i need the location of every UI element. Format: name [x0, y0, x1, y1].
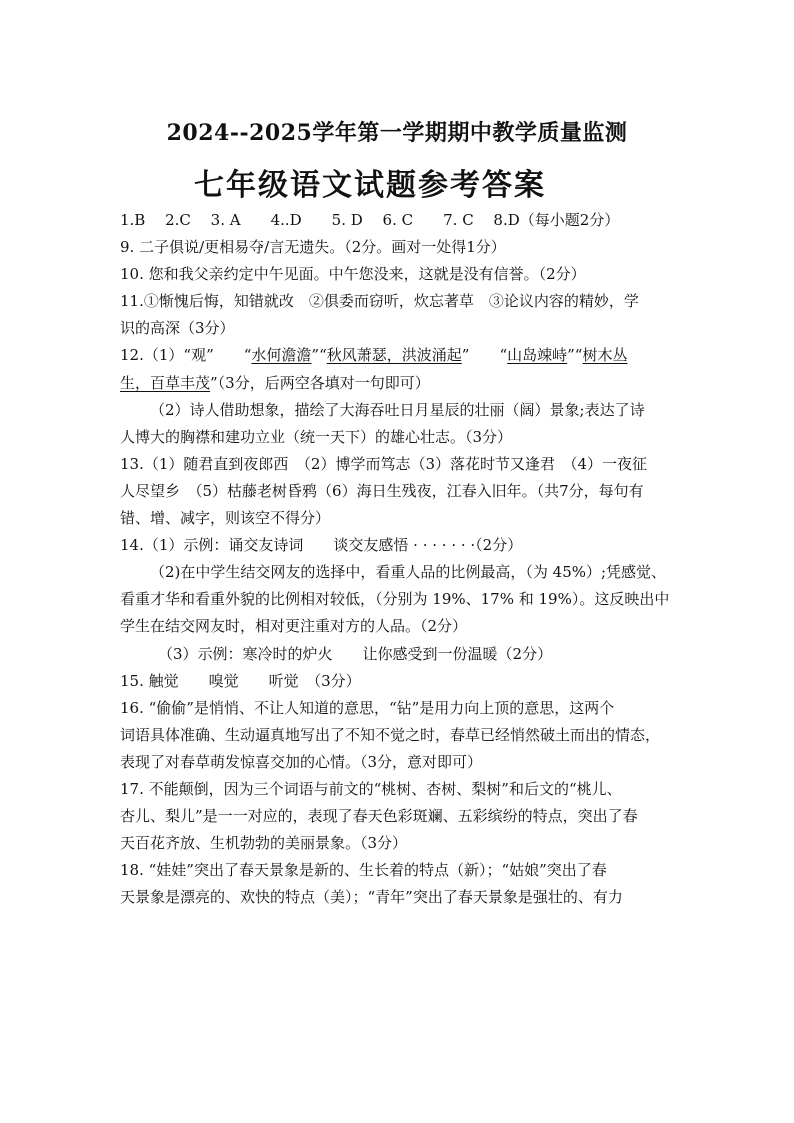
- answer-content: [120, 207, 680, 911]
- underlined-quote: 树木丛: [582, 346, 628, 365]
- answer-line: 1.B 2.C 3. A 4..D 5. D 6. C 7. C 8.D（每小题2分）: [120, 211, 620, 229]
- answer-line: （3）示例：寒冷时的炉火 让你感受到一份温暖（2分）: [158, 644, 553, 663]
- answer-text: ”“: [567, 346, 583, 365]
- answer-line: 18. “娃娃”突出了春天景象是新的、生长着的特点（新）；“姑娘”突出了春: [120, 861, 607, 880]
- underlined-quote: 秋风萧瑟，洪波涌起: [326, 346, 462, 365]
- answer-line: 人博大的胸襟和建功立业（统一天下）的雄心壮志。（3分）: [120, 427, 513, 446]
- answer-line: 15. 触觉 嗅觉 听觉 （3分）: [120, 671, 361, 690]
- answer-line: 天百花齐放、生机勃勃的美丽景象。（3分）: [120, 834, 408, 853]
- answer-line: 杏儿、梨儿”是一一对应的，表现了春天色彩斑斓、五彩缤纷的特点，突出了春: [120, 807, 638, 826]
- answer-line: 看重才华和看重外貌的比例相对较低，（分别为 19%、17% 和 19%）。这反映出中: [120, 590, 670, 609]
- answer-line: （2)在中学生结交网友的选择中，看重人品的比例最高，（为 45%）;凭感觉、: [150, 563, 667, 582]
- answer-line: 识的高深（3分）: [120, 319, 235, 338]
- answer-line: （2）诗人借助想象，描绘了大海吞吐日月星辰的壮丽（阔）景象;表达了诗: [150, 400, 645, 419]
- answer-line: 表现了对春草萌发惊喜交加的心情。（3分，意对即可）: [120, 752, 483, 771]
- underlined-quote: 生，百草丰茂: [120, 373, 211, 392]
- answer-line: 错、增、减字，则该空不得分）: [120, 509, 331, 528]
- answer-text: ”“: [311, 346, 327, 365]
- answer-line: 人尽望乡 （5）枯藤老树昏鸦（6）海日生残夜，江春入旧年。（共7分，每句有: [120, 481, 644, 500]
- answer-text: 12.（1）“观” “: [120, 346, 252, 365]
- answer-line: 17. 不能颠倒，因为三个词语与前文的“桃树、杏树、梨树”和后文的“桃儿、: [120, 779, 622, 798]
- exam-title: 2024--2025学年第一学期期中教学质量监测: [166, 120, 628, 146]
- answer-line: 天景象是漂亮的、欢快的特点（美）；“青年”突出了春天景象是强壮的、有力: [120, 888, 623, 907]
- answer-line: 14.（1）示例：诵交友诗词 谈交友感悟 · · · · · · ·（2分）: [120, 536, 523, 555]
- answer-key-title: 七年级语文试题参考答案: [194, 168, 546, 203]
- answer-line: [120, 370, 680, 397]
- answer-text: ” “: [461, 346, 508, 365]
- answer-line: 11.①惭愧后悔，知错就改 ②俱委而窃听，炊忘著草 ③论议内容的精妙，学: [120, 292, 639, 311]
- answer-text: ”（3分，后两空各填对一句即可）: [210, 373, 430, 392]
- answer-line: 词语具体准确、生动逼真地写出了不知不觉之时，春草已经悄然破土而出的情态，: [120, 725, 661, 744]
- answer-line: 16. “偷偷”是悄悄、不让人知道的意思，“钻”是用力向上顶的意思，这两个: [120, 698, 615, 717]
- underlined-quote: 水何澹澹: [251, 346, 312, 365]
- answer-line: 13.（1）随君直到夜郎西 （2）博学而笃志（3）落花时节又逢君 （4）一夜征: [120, 454, 648, 473]
- answer-line: [120, 342, 680, 369]
- answer-line: 10. 您和我父亲约定中午见面。中午您没来，这就是没有信誉。（2分）: [120, 265, 586, 284]
- answer-line: 学生在结交网友时，相对更注重对方的人品。（2分）: [120, 617, 468, 636]
- underlined-quote: 山岛竦峙: [507, 346, 568, 365]
- answer-line: 9. 二子俱说/更相易夺/言无遗失。（2分。画对一处得1分）: [120, 238, 506, 257]
